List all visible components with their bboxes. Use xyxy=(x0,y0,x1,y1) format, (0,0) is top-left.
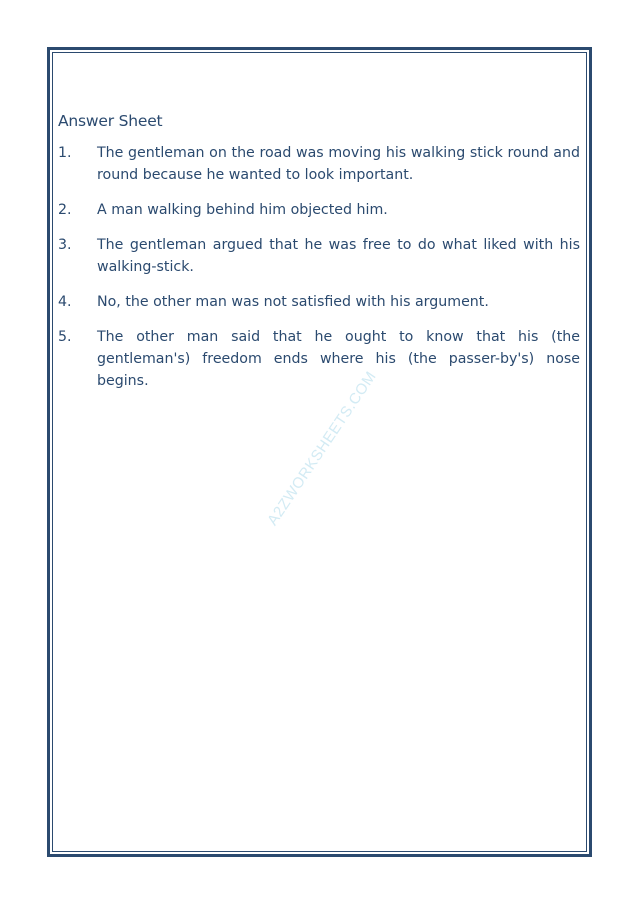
answer-item-4 xyxy=(58,291,580,313)
answer-number: 3. xyxy=(58,237,72,253)
answer-item-2 xyxy=(58,199,580,221)
answer-item-1 xyxy=(58,142,580,186)
watermark: A2ZWORKSHEETS.COM xyxy=(264,368,380,529)
answer-number: 1. xyxy=(58,145,72,161)
page-title: Answer Sheet xyxy=(58,112,163,130)
answer-text: The gentleman on the road was moving his walking stick round and round because he wanted to look important. xyxy=(97,145,580,183)
answer-text: The gentleman argued that he was free to do what liked with his walking-stick. xyxy=(97,237,580,275)
answer-item-5 xyxy=(58,326,580,392)
answer-number: 2. xyxy=(58,202,72,218)
answer-item-3 xyxy=(58,234,580,278)
answer-number: 5. xyxy=(58,329,72,345)
answer-list xyxy=(58,142,580,392)
answer-text: A man walking behind him objected him. xyxy=(97,202,388,218)
answer-sheet xyxy=(58,112,580,405)
answer-text: No, the other man was not satisfied with his argument. xyxy=(97,294,489,310)
answer-text: The other man said that he ought to know that his (the gentleman's) freedom ends where his (the passer-by's) nose begins. xyxy=(97,329,580,389)
answer-number: 4. xyxy=(58,294,72,310)
